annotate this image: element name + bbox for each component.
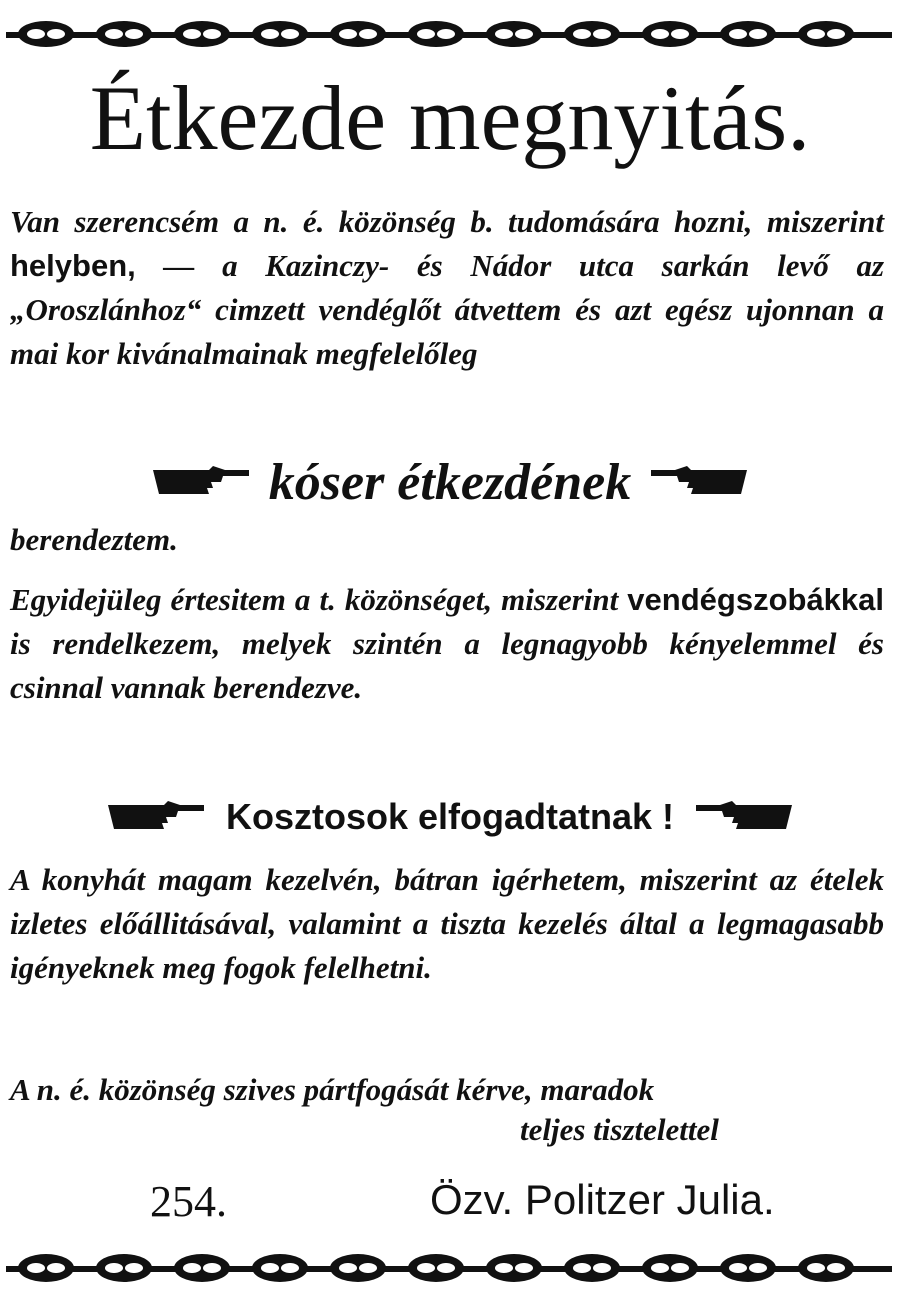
pointing-hand-left-icon [694,797,794,837]
intro-paragraph [10,200,884,376]
kitchen-paragraph: A konyhát magam kezelvén, bátran igérhetem, miszerint az ételek izletes előállitásával, valamint a tiszta kezelés által a legmagasabb igényeknek meg fogok felelhetni. [10,862,884,985]
intro-emphasis: helyben, [10,248,136,283]
pointing-hand-right-icon [151,462,251,502]
rooms-emphasis: vendégszobákkal [627,582,885,617]
rooms-text-end: is rendelkezem, melyek szintén a legnagyobb kényelemmel és csinnal vannak berendezve. [10,626,884,705]
boarders-callout-text: Kosztosok elfogadtatnak ! [225,796,675,837]
rooms-paragraph [10,578,884,710]
pointing-hand-right-icon [106,797,206,837]
ornamental-border-icon [6,14,892,54]
ornamental-border-icon [6,1248,892,1288]
ad-number: 254. [150,1177,227,1226]
patronage-paragraph: A n. é. közönség szives pártfogását kérve, maradok [10,1072,655,1107]
rooms-text-start: Egyidejüleg értesitem a t. közönséget, miszerint [10,582,619,617]
intro-text-end: — a Kazinczy- és Nádor utca sarkán levő az „Oroszlánhoz“ cimzett vendéglőt átvettem és azt egész ujonnan a mai kor kivánalmainak megfelelőleg [10,248,885,371]
intro-text-start: Van szerencsém a n. é. közönség b. tudomására hozni, miszerint [10,204,884,239]
kosher-callout-text: kóser étkezdének [268,453,632,511]
signature-row [0,1176,900,1236]
headline: Étkezde megnyitás. [89,67,811,169]
closing-greeting: teljes tisztelettel [520,1112,719,1147]
berendeztem-line: berendeztem. [10,522,178,557]
boarders-callout [0,788,900,846]
kosher-callout [0,450,900,514]
pointing-hand-left-icon [649,462,749,502]
signature-name: Özv. Politzer Julia. [430,1176,775,1223]
